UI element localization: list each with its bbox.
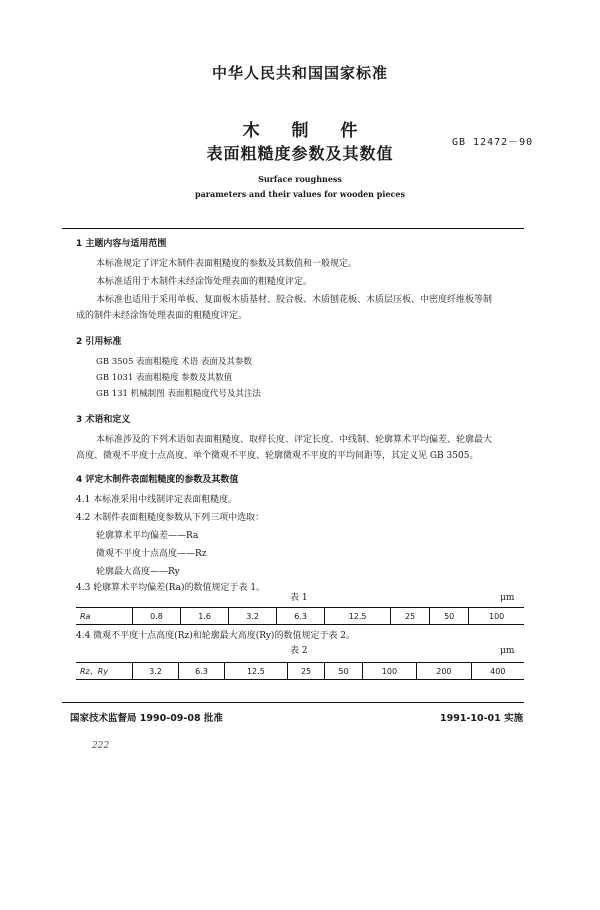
table-1 [76, 607, 524, 625]
table-row [76, 663, 524, 680]
clause-4-2: 4.2 木制件表面粗糙度参数从下列三项中选取： [76, 513, 265, 523]
clause-4-2-item-ra: 轮廓算术平均偏差——Ra [96, 531, 199, 541]
clause-4-3: 4.3 轮廓算术平均偏差(Ra)的数值规定于表 1。 [76, 583, 266, 593]
table-2-cell: 50 [325, 663, 362, 680]
document-title: 木 制 件 [242, 121, 358, 141]
clause-4-2-item-ry: 轮廓最大高度——Ry [96, 567, 180, 577]
table-1-cell: 50 [430, 608, 469, 625]
table-2-cell: 400 [471, 663, 524, 680]
table-2-cell: 100 [362, 663, 416, 680]
table-2-cell: 12.5 [224, 663, 287, 680]
clause-4-1: 4.1 本标准采用中线制评定表面粗糙度。 [76, 495, 238, 505]
reference-2: GB 1031 表面粗糙度 参数及其数值 [96, 373, 233, 383]
section-4-heading: 4 评定木制件表面粗糙度的参数及其数值 [76, 475, 239, 485]
clause-4-4: 4.4 微观不平度十点高度(Rz)和轮廓最大高度(Ry)的数值规定于表 2。 [76, 631, 356, 641]
standard-number: GB 12472－90 [452, 137, 534, 148]
table-1-cell: 100 [469, 608, 524, 625]
table-2-cell: 3.2 [133, 663, 179, 680]
table-2-cell: 6.3 [178, 663, 224, 680]
table-row [76, 608, 524, 625]
table-1-unit: μm [500, 593, 515, 603]
section-1-para-3-cont: 成的制件未经涂饰处理表面的粗糙度评定。 [76, 311, 248, 321]
english-title-line1: Surface roughness [258, 174, 342, 184]
effective-date: 1991-10-01 实施 [440, 713, 524, 724]
table-1-cell: 25 [391, 608, 430, 625]
header-divider [62, 228, 524, 229]
table-1-row-label: Ra [76, 608, 133, 625]
table-1-cell: 3.2 [229, 608, 277, 625]
table-1-caption: 表 1 [290, 593, 308, 603]
section-2-heading: 2 引用标准 [76, 337, 122, 347]
table-1-cell: 12.5 [325, 608, 391, 625]
table-2-unit: μm [500, 646, 515, 656]
clause-4-2-item-rz: 微观不平度十点高度——Rz [96, 549, 207, 559]
table-2-cell: 200 [417, 663, 471, 680]
document-subtitle: 表面粗糙度参数及其数值 [206, 144, 394, 163]
standard-org-title: 中华人民共和国国家标准 [211, 64, 388, 82]
table-1-cell: 6.3 [277, 608, 325, 625]
section-1-para-2: 本标准适用于木制件未经涂饰处理表面的粗糙度评定。 [96, 277, 313, 287]
reference-1: GB 3505 表面粗糙度 术语 表面及其参数 [96, 357, 252, 367]
footer-divider [62, 702, 524, 703]
section-3-para-1: 本标准涉及的下列术语如表面粗糙度、取样长度、评定长度、中线制、轮廓算术平均偏差、轮廓最大 [96, 435, 493, 445]
english-title-line2: parameters and their values for wooden pieces [195, 189, 405, 199]
section-1-para-1: 本标准规定了评定木制件表面粗糙度的参数及其数值和一般规定。 [96, 259, 358, 269]
table-1-cell: 1.6 [181, 608, 229, 625]
table-2 [76, 662, 524, 680]
section-1-heading: 1 主题内容与适用范围 [76, 239, 167, 249]
section-3-para-1-cont: 高度、微观不平度十点高度、单个微观不平度、轮廓微观不平度的平均间距等，其定义见 GB 3505。 [76, 451, 479, 461]
section-1-para-3: 本标准也适用于采用单板、复面板木质基材、胶合板、木质刨花板、木质层压板、中密度纤维板等制 [96, 295, 493, 305]
reference-3: GB 131 机械制图 表面粗糙度代号及其注法 [96, 389, 261, 399]
page-number: 222 [92, 741, 110, 751]
table-2-cell: 25 [287, 663, 324, 680]
table-2-row-label: Rz、Ry [76, 663, 133, 680]
table-2-caption: 表 2 [290, 646, 308, 656]
table-1-cell: 0.8 [133, 608, 181, 625]
section-3-heading: 3 术语和定义 [76, 415, 131, 425]
approval-line: 国家技术监督局 1990-09-08 批准 [70, 713, 223, 724]
